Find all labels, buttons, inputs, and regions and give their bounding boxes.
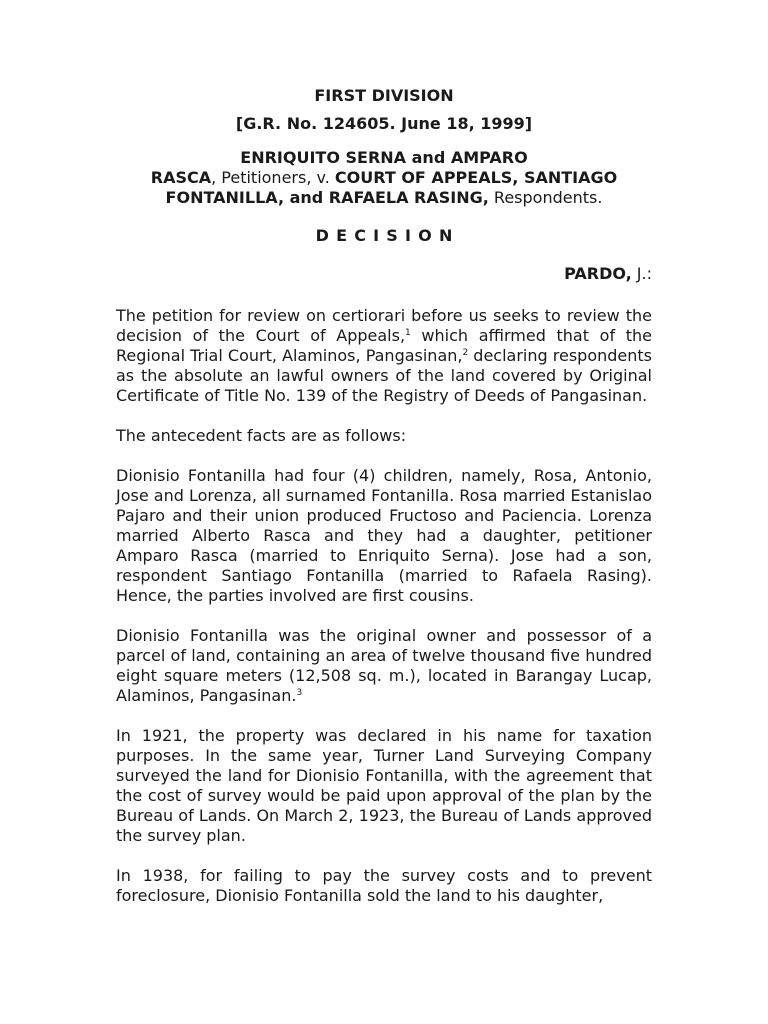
petitioners-role: , Petitioners, v. <box>211 168 335 187</box>
paragraph-1-text-a: The petition for review on certiorari before us seeks to review the decision of the Court of Appeals, <box>116 306 652 345</box>
petitioners-names-1: ENRIQUITO SERNA and AMPARO <box>240 148 528 167</box>
ponente-name: PARDO, <box>564 264 632 283</box>
case-number-heading: [G.R. No. 124605. June 18, 1999] <box>235 114 533 133</box>
respondents-names-2: FONTANILLA, and RAFAELA RASING, <box>165 188 489 207</box>
paragraph-1-text-c: declaring respondents as the absolute an lawful owners of the land covered by Original Certificate of Title No. 139 of the Registry of Deeds of Pangasinan. <box>116 346 653 405</box>
division-heading: FIRST DIVISION <box>314 86 454 105</box>
paragraph-4-text: Dionisio Fontanilla was the original owner and possessor of a parcel of land, containing an area of twelve thousand five hundred eight square meters (12,508 sq. m.), located in Barangay Lucap, Alaminos, Pangasinan. <box>116 626 652 705</box>
paragraph-2: The antecedent facts are as follows: <box>116 426 407 445</box>
paragraph-5: In 1921, the property was declared in his name for taxation purposes. In the same year, Turner Land Surveying Company surveyed the land for Dionisio Fontanilla, with the agreement that the cost of survey would be paid upon approval of the plan by the Bureau of Lands. On March 2, 1923, the Bureau of Lands approved the survey plan. <box>116 726 652 845</box>
ponente-title: J.: <box>631 264 652 283</box>
case-parties <box>116 148 652 208</box>
respondents-role: Respondents. <box>488 188 603 207</box>
ponente-line <box>116 264 652 284</box>
paragraph-3: Dionisio Fontanilla had four (4) children, namely, Rosa, Antonio, Jose and Lorenza, all surnamed Fontanilla. Rosa married Estanislao Pajaro and their union produced Fructoso and Paciencia. Lorenza married Alberto Rasca and they had a daughter, petitioner Amparo Rasca (married to Enriquito Serna). Jose had a son, respondent Santiago Fontanilla (married to Rafaela Rasing). Hence, the parties involved are first cousins. <box>116 466 652 605</box>
footnote-ref-3[interactable]: 3 <box>296 688 303 698</box>
paragraph-6: In 1938, for failing to pay the survey costs and to prevent foreclosure, Dionisio Fontanilla sold the land to his daughter, <box>116 866 652 905</box>
paragraph-1 <box>116 306 652 406</box>
decision-body <box>116 306 652 906</box>
document-page <box>116 86 652 926</box>
paragraph-1-text-b: which affirmed that of the Regional Trial Court, Alaminos, Pangasinan, <box>116 326 652 365</box>
footnote-ref-1[interactable]: 1 <box>405 328 411 338</box>
respondents-names-1: COURT OF APPEALS, SANTIAGO <box>334 168 618 187</box>
petitioners-names-2: RASCA <box>150 168 212 187</box>
decision-heading: DECISION <box>315 226 460 245</box>
paragraph-4 <box>116 626 652 706</box>
footnote-ref-2[interactable]: 2 <box>462 348 469 358</box>
